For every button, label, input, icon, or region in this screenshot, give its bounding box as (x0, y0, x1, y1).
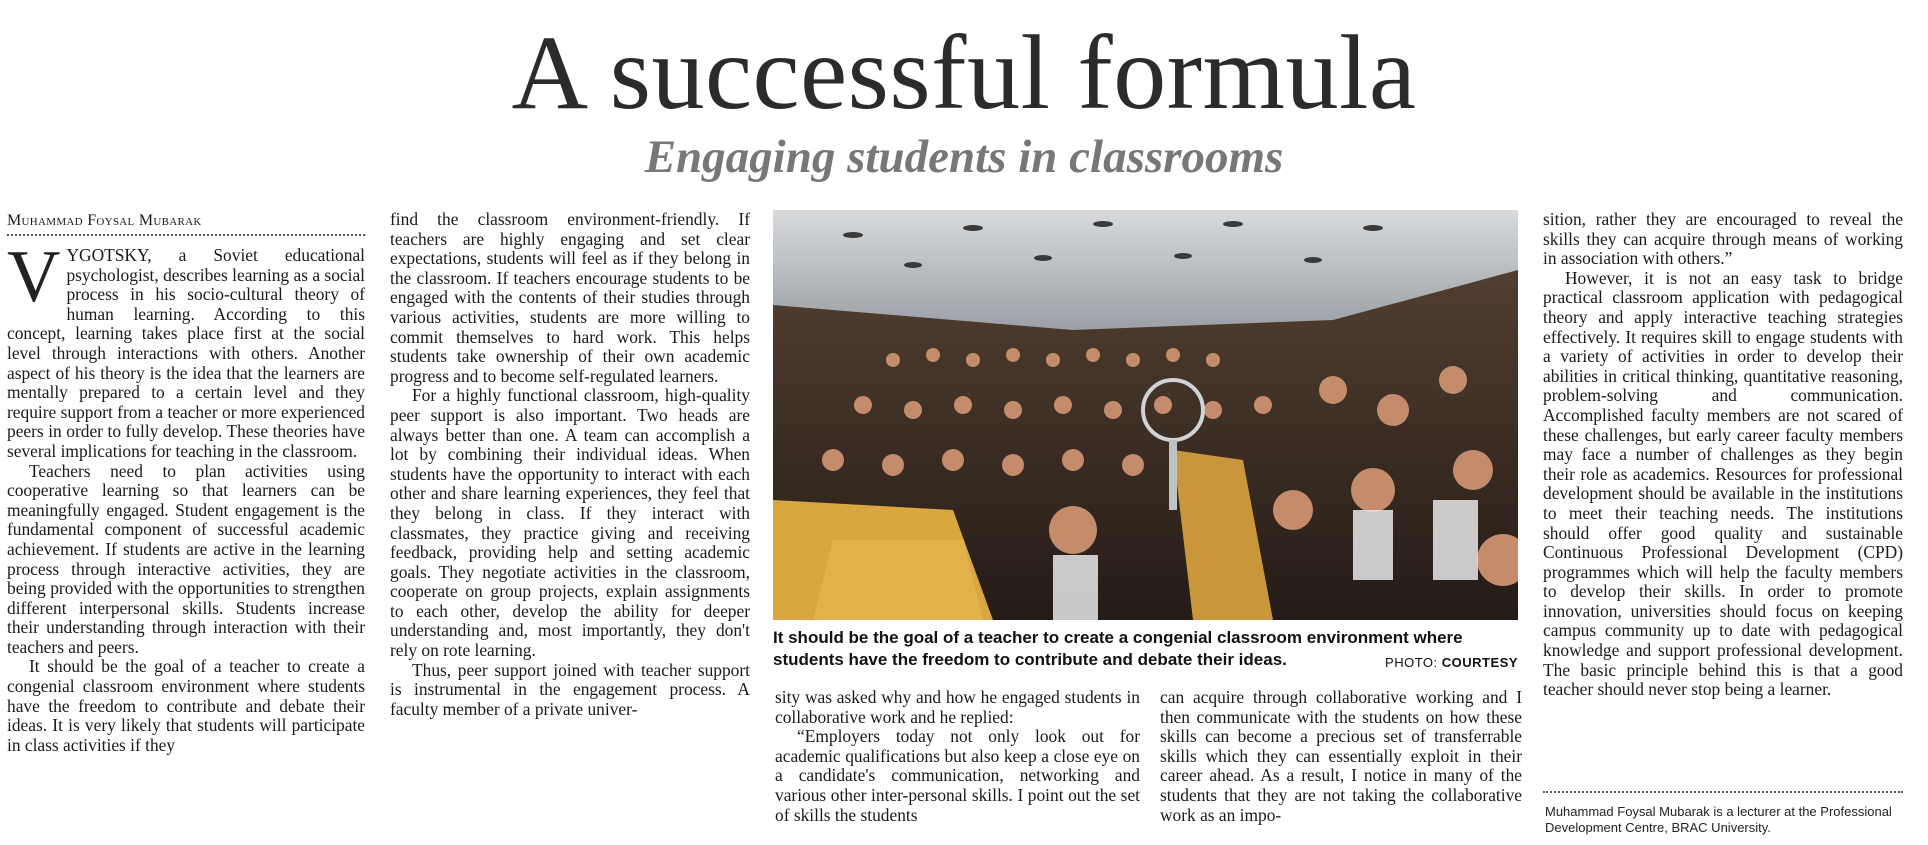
paragraph: sition, rather they are encouraged to reveal the skills they can acquire through means of working in association with others.” (1543, 209, 1903, 269)
paragraph-text: YGOTSKY, a Soviet educational psychologist, describes learning as a social process in his socio-cultural theory of human learning. According to this concept, learning takes place first at the social level through interactions with others. Another aspect of his theory is the idea that the learners are mentally prepared to a certain level and they require support from a teacher or more experienced peers in order to fully develop. These theories have several implications for teaching in the classroom. (7, 245, 365, 461)
paragraph: For a highly functional classroom, high-quality peer support is also important. Two heads are always better than one. A team can accomplish a lot by combining their individual ideas. When students have the opportunity to interact with each other and share learning experiences, they feel that they belong in class. If they interact with classmates, they practice giving and receiving feedback, providing help and setting academic goals. They negotiate activities in the classroom, cooperate on group projects, explain assignments to each other, develop the ability for deeper understanding and, most importantly, they don't rely on rote learning. (390, 385, 750, 661)
byline: Muhammad Foysal Mubarak (7, 211, 365, 236)
photo-credit-name: COURTESY (1441, 655, 1518, 670)
photo-credit (1385, 655, 1518, 670)
article-column-3 (775, 688, 1140, 825)
paragraph: However, it is not an easy task to bridge practical classroom application with pedagogical theory and apply interactive teaching strategies effectively. It requires skill to engage students with a variety of activities in order to develop their abilities in critical thinking, quantitative reasoning, problem-solving and communication. Accomplished faculty members are not scared of these challenges, but early career faculty members may face a number of challenges as they begin their role as academics. Resources for professional development should be available in the institutions to meet their teaching needs. The institutions should offer good quality and sustainable Continuous Professional Development (CPD) programmes which will help the faculty members to develop their skills. In order to promote innovation, universities should focus on keeping campus community up to date with pedagogical knowledge and support professional development. The basic principle behind this is that a good teacher should never stop being a learner. (1543, 267, 1903, 700)
paragraph: find the classroom environment-friendly. If teachers are highly engaging and set clear expectations, students will feel as if they belong in the classroom. If teachers encourage students to be engaged with the contents of their studies through various activities, students are more willing to commit themselves to hard work. This helps students take ownership of their own academic progress and to become self-regulated learners. (390, 209, 750, 386)
bio-divider (1543, 791, 1903, 793)
paragraph: Thus, peer support joined with teacher support is instrumental in the engagement process. A faculty member of a private univer- (390, 659, 750, 719)
article-column-5 (1543, 210, 1903, 700)
subheadline: Engaging students in classrooms (644, 131, 1284, 183)
paragraph: can acquire through collaborative working and I then communicate with the students on how these skills can become a precious set of transferrable skills which they can essentially exploit in their career ahead. As a result, I notice in many of the students that they are not taking the collaborative work as an impo- (1160, 687, 1522, 825)
photo-caption: It should be the goal of a teacher to create a congenial classroom environment where students have the freedom to contribute and debate their ideas. (773, 628, 1463, 669)
photo-credit-label: PHOTO: (1385, 655, 1438, 670)
classroom-photo-illustration (773, 210, 1518, 620)
paragraph: sity was asked why and how he engaged students in collaborative work and he replied: (775, 687, 1140, 727)
article-column-1 (7, 236, 365, 755)
paragraph: Teachers need to plan activities using cooperative learning so that learners can be meaningfully engaged. Student engagement is the fundamental component of successful academic achievement. If students are active in the learning process through interactive activities, they are being provided with the opportunities to strengthen different interpersonal skills. Students increase their understanding through interaction with their teachers and peers. (7, 460, 365, 657)
drop-cap: V (7, 236, 61, 318)
article-column-2 (390, 210, 750, 719)
headline: A successful formula (511, 14, 1417, 131)
classroom-photo (773, 210, 1518, 620)
article-column-4 (1160, 688, 1522, 825)
paragraph: It should be the goal of a teacher to create a congenial classroom environment where students have the freedom to contribute and debate their ideas. It is very likely that students will participate in class activities if they (7, 656, 365, 755)
paragraph (7, 236, 365, 462)
author-bio: Muhammad Foysal Mubarak is a lecturer at the Professional Development Centre, BRAC University. (1545, 804, 1892, 835)
paragraph: “Employers today not only look out for academic qualifications but also keep a close eye on a candidate's communication, networking and various other inter-personal skills. I point out the set of skills the students (775, 726, 1140, 825)
